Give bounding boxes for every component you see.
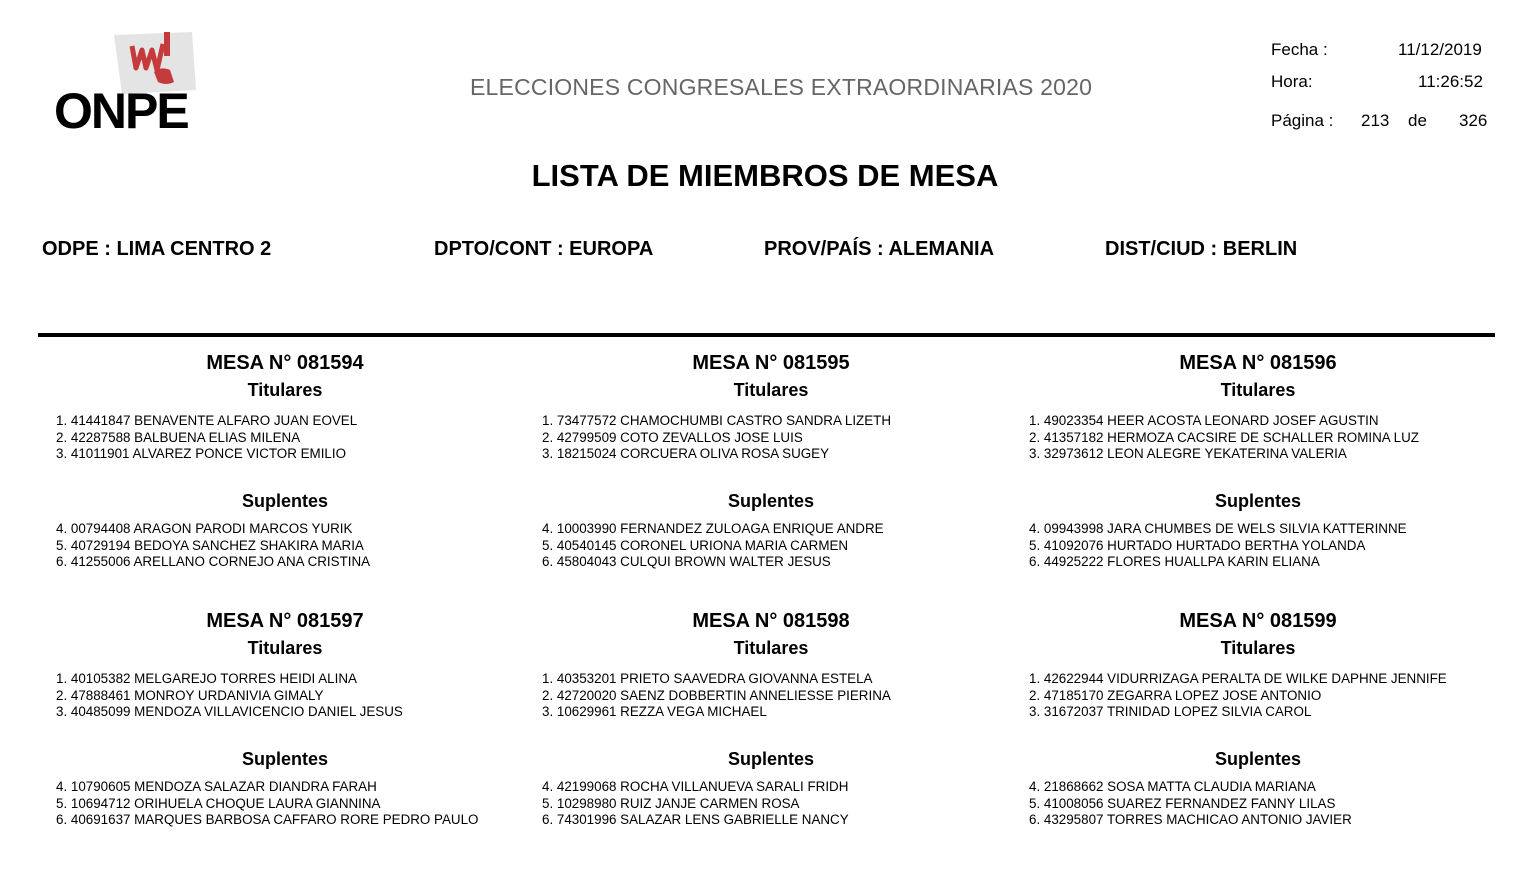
titulares-list <box>56 413 357 463</box>
list-item: 4. 42199068 ROCHA VILLANUEVA SARALI FRIDH <box>542 779 849 794</box>
dpto-field: DPTO/CONT : EUROPA <box>434 238 654 260</box>
mesa-block <box>1013 610 1503 850</box>
election-title: ELECCIONES CONGRESALES EXTRAORDINARIAS 2020 <box>470 74 1093 100</box>
titulares-list <box>1029 671 1447 721</box>
titulares-heading: Titulares <box>247 380 323 400</box>
list-item: 4. 21868662 SOSA MATTA CLAUDIA MARIANA <box>1029 779 1316 794</box>
list-item: 6. 43295807 TORRES MACHICAO ANTONIO JAVIER <box>1029 812 1352 828</box>
list-item: 2. 42287588 BALBUENA ELIAS MILENA <box>56 429 301 445</box>
onpe-logo <box>54 32 204 140</box>
list-item: 1. 40353201 PRIETO SAAVEDRA GIOVANNA ESTELA <box>542 671 873 686</box>
titulares-list <box>542 671 891 721</box>
fecha-label: Fecha : <box>1271 40 1328 59</box>
list-item: 3. 18215024 CORCUERA OLIVA ROSA SUGEY <box>542 446 830 462</box>
list-item: 6. 74301996 SALAZAR LENS GABRIELLE NANCY <box>542 812 849 828</box>
suplentes-list <box>1029 521 1407 571</box>
list-item: 2. 42720020 SAENZ DOBBERTIN ANNELIESSE PIERINA <box>542 687 891 703</box>
header-divider <box>38 333 1495 337</box>
titulares-heading: Titulares <box>733 380 809 400</box>
suplentes-heading: Suplentes <box>1214 491 1302 511</box>
odpe-field: ODPE : LIMA CENTRO 2 <box>42 238 272 260</box>
list-item: 5. 10298980 RUIZ JANJE CARMEN ROSA <box>542 795 800 811</box>
list-item: 1. 73477572 CHAMOCHUMBI CASTRO SANDRA LIZETH <box>542 413 891 428</box>
suplentes-list <box>56 521 370 571</box>
pagina-total: 326 <box>1459 111 1488 130</box>
list-item: 2. 41357182 HERMOZA CACSIRE DE SCHALLER ROMINA LUZ <box>1029 429 1419 445</box>
titulares-heading: Titulares <box>247 638 323 658</box>
list-item: 6. 45804043 CULQUI BROWN WALTER JESUS <box>542 554 831 570</box>
mesa-title: MESA N° 081595 <box>692 352 850 374</box>
titulares-list <box>56 671 403 721</box>
list-item: 6. 44925222 FLORES HUALLPA KARIN ELIANA <box>1029 554 1320 570</box>
list-item: 2. 47185170 ZEGARRA LOPEZ JOSE ANTONIO <box>1029 687 1322 703</box>
list-item: 4. 09943998 JARA CHUMBES DE WELS SILVIA KATTERINNE <box>1029 521 1407 536</box>
suplentes-heading: Suplentes <box>727 491 815 511</box>
fecha-value: 11/12/2019 <box>1398 40 1482 59</box>
suplentes-list <box>56 779 478 829</box>
mesa-block <box>40 610 530 850</box>
document-title: LISTA DE MIEMBROS DE MESA <box>531 158 999 193</box>
mesa-title: MESA N° 081598 <box>692 610 850 632</box>
mesa-block <box>40 352 530 592</box>
list-item: 3. 31672037 TRINIDAD LOPEZ SILVIA CAROL <box>1029 704 1312 720</box>
hora-value: 11:26:52 <box>1418 72 1483 91</box>
list-item: 4. 00794408 ARAGON PARODI MARCOS YURIK <box>56 521 353 536</box>
suplentes-heading: Suplentes <box>241 749 329 769</box>
titulares-heading: Titulares <box>1220 380 1296 400</box>
mesa-title: MESA N° 081596 <box>1179 352 1337 374</box>
mesa-title: MESA N° 081594 <box>206 352 364 374</box>
suplentes-heading: Suplentes <box>727 749 815 769</box>
suplentes-heading: Suplentes <box>241 491 329 511</box>
list-item: 1. 41441847 BENAVENTE ALFARO JUAN EOVEL <box>56 413 358 428</box>
pagina-label: Página : <box>1271 111 1334 130</box>
titulares-list <box>1029 413 1419 463</box>
suplentes-list <box>1029 779 1352 829</box>
titulares-heading: Titulares <box>733 638 809 658</box>
pagina-value: 213 <box>1361 111 1390 130</box>
list-item: 5. 41008056 SUAREZ FERNANDEZ FANNY LILAS <box>1029 795 1336 811</box>
list-item: 3. 32973612 LEON ALEGRE YEKATERINA VALERIA <box>1029 446 1347 462</box>
list-item: 1. 49023354 HEER ACOSTA LEONARD JOSEF AGUSTIN <box>1029 413 1379 428</box>
dist-field: DIST/CIUD : BERLIN <box>1105 238 1298 260</box>
list-item: 5. 10694712 ORIHUELA CHOQUE LAURA GIANNINA <box>56 795 381 811</box>
list-item: 1. 42622944 VIDURRIZAGA PERALTA DE WILKE DAPHNE JENNIFE <box>1029 671 1447 686</box>
list-item: 3. 10629961 REZZA VEGA MICHAEL <box>542 704 767 720</box>
mesa-block <box>526 610 1016 850</box>
list-item: 6. 41255006 ARELLANO CORNEJO ANA CRISTINA <box>56 554 371 570</box>
titulares-list <box>542 413 891 463</box>
mesa-block <box>526 352 1016 592</box>
list-item: 3. 41011901 ALVAREZ PONCE VICTOR EMILIO <box>56 446 347 462</box>
mesa-title: MESA N° 081599 <box>1179 610 1337 632</box>
prov-field: PROV/PAÍS : ALEMANIA <box>764 238 995 260</box>
list-item: 1. 40105382 MELGAREJO TORRES HEIDI ALINA <box>56 671 357 686</box>
titulares-heading: Titulares <box>1220 638 1296 658</box>
list-item: 2. 47888461 MONROY URDANIVIA GIMALY <box>56 687 324 703</box>
logo-wordmark: ONPE <box>54 83 188 139</box>
list-item: 5. 40729194 BEDOYA SANCHEZ SHAKIRA MARIA <box>56 537 364 553</box>
suplentes-list <box>542 521 884 571</box>
list-item: 5. 41092076 HURTADO HURTADO BERTHA YOLANDA <box>1029 537 1366 553</box>
list-item: 6. 40691637 MARQUES BARBOSA CAFFARO RORE PEDRO PAULO <box>56 812 479 828</box>
list-item: 4. 10003990 FERNANDEZ ZULOAGA ENRIQUE ANDRE <box>542 521 884 536</box>
hora-label: Hora: <box>1271 72 1313 91</box>
mesa-title: MESA N° 081597 <box>206 610 364 632</box>
list-item: 4. 10790605 MENDOZA SALAZAR DIANDRA FARAH <box>56 779 377 794</box>
list-item: 5. 40540145 CORONEL URIONA MARIA CARMEN <box>542 537 849 553</box>
pagina-de: de <box>1408 111 1427 130</box>
mesa-block <box>1013 352 1503 592</box>
list-item: 3. 40485099 MENDOZA VILLAVICENCIO DANIEL JESUS <box>56 704 403 720</box>
suplentes-heading: Suplentes <box>1214 749 1302 769</box>
suplentes-list <box>542 779 849 829</box>
list-item: 2. 42799509 COTO ZEVALLOS JOSE LUIS <box>542 429 803 445</box>
